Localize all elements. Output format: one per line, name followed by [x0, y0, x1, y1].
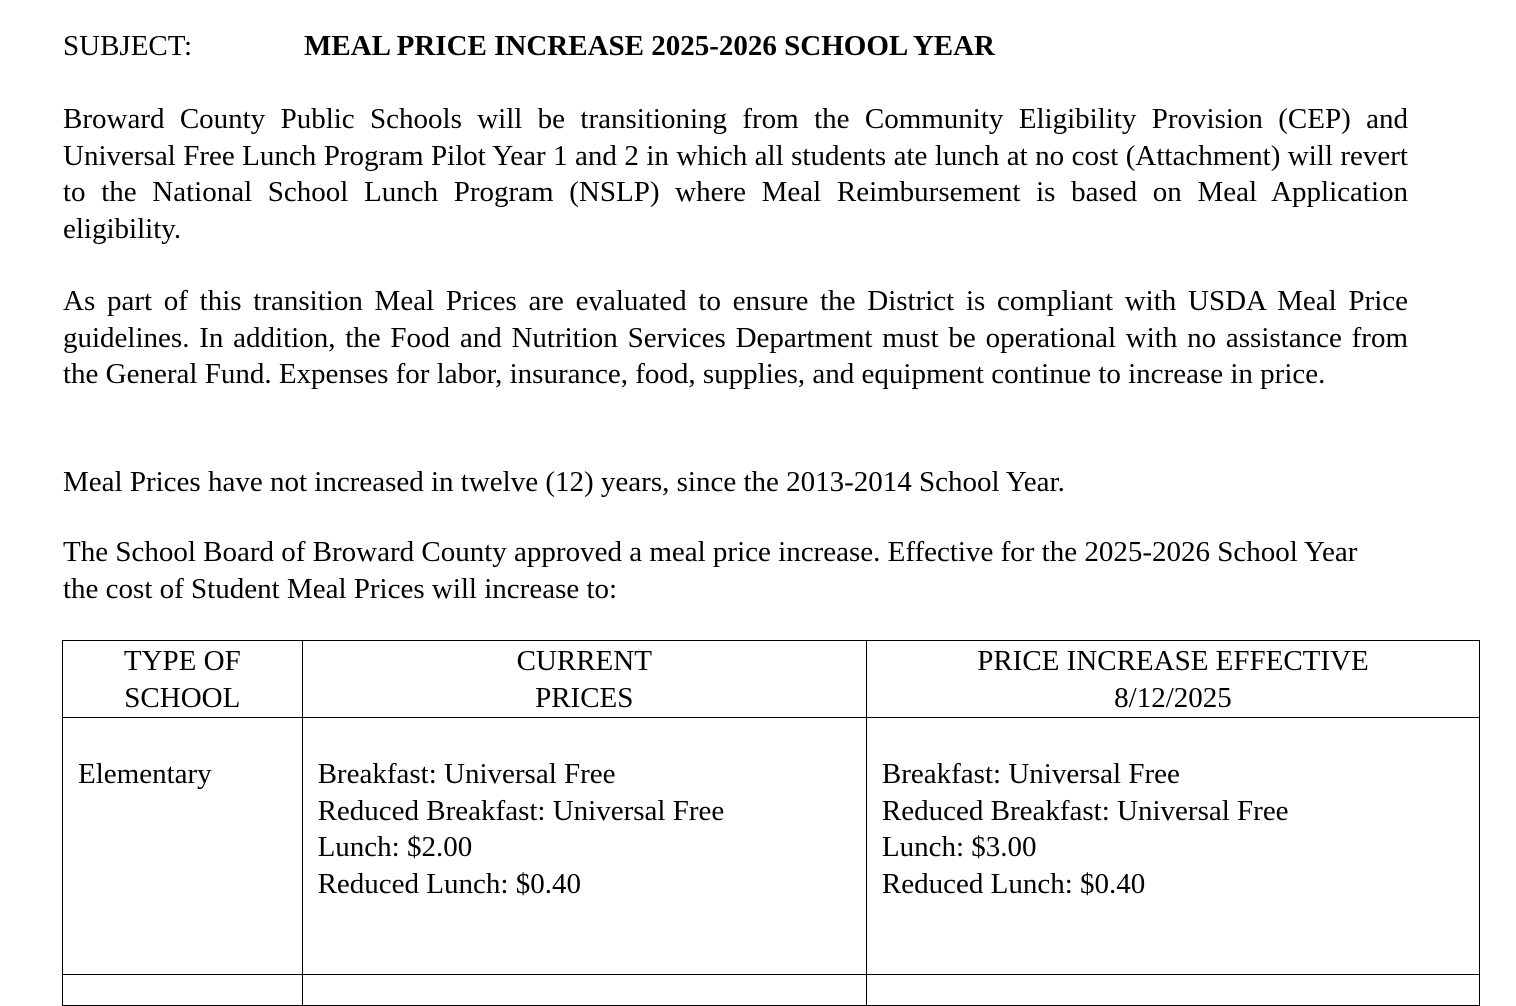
subject-label: SUBJECT: [63, 30, 193, 62]
header-price-increase [866, 641, 1479, 718]
table-row [63, 718, 1480, 975]
table-cell-empty [63, 975, 303, 1006]
table-cell-empty [866, 975, 1479, 1006]
price-line: Breakfast: Universal Free [881, 758, 1180, 790]
price-line: Reduced Lunch: $0.40 [881, 867, 1146, 900]
subject-line [63, 28, 995, 64]
header-line: TYPE OF [123, 645, 241, 677]
table-header-row [63, 641, 1480, 718]
price-line: Lunch: $2.00 [317, 831, 473, 864]
table-row-partial [63, 975, 1480, 1006]
header-line: 8/12/2025 [1114, 681, 1232, 714]
school-type-label: Elementary [78, 758, 212, 790]
price-line: Breakfast: Universal Free [317, 758, 616, 790]
price-line: Reduced Breakfast: Universal Free [317, 794, 725, 827]
new-prices-cell [866, 718, 1479, 975]
header-current-prices [302, 641, 866, 718]
price-line: Reduced Breakfast: Universal Free [881, 794, 1289, 827]
price-line: Reduced Lunch: $0.40 [317, 867, 581, 900]
paragraph-compliance: As part of this transition Meal Prices are evaluated to ensure the District is compliant with USDA Meal Price guidelines. In addition, the Food and Nutrition Services Department must be operational with no assistance from the General Fund. Expenses for labor, insurance, food, supplies, and equipment continue to increase in price. [63, 285, 1408, 391]
header-type-of-school [63, 641, 303, 718]
header-line: PRICES [535, 681, 634, 714]
paragraph-approval: The School Board of Broward County approved a meal price increase. Effective for the 2025-2026 School Year the cost of Student Meal Prices will increase to: [63, 536, 1358, 605]
paragraph-no-increase: Meal Prices have not increased in twelve (12) years, since the 2013-2014 School Year. [63, 466, 1065, 498]
price-line: Lunch: $3.00 [881, 831, 1037, 864]
header-line: CURRENT [516, 645, 652, 677]
header-line: PRICE INCREASE EFFECTIVE [977, 645, 1369, 677]
paragraph-transition: Broward County Public Schools will be transitioning from the Community Eligibility Provision (CEP) and Universal Free Lunch Program Pilot Year 1 and 2 in which all students ate lunch at no cost (Attachment) will revert to the National School Lunch Program (NSLP) where Meal Reimbursement is based on Meal Application eligibility. [63, 103, 1408, 245]
school-type-cell [63, 718, 303, 975]
subject-title: MEAL PRICE INCREASE 2025-2026 SCHOOL YEAR [304, 30, 995, 62]
current-prices-cell [302, 718, 866, 975]
header-line: SCHOOL [124, 681, 241, 714]
table-cell-empty [302, 975, 866, 1006]
meal-price-table [62, 640, 1480, 1006]
